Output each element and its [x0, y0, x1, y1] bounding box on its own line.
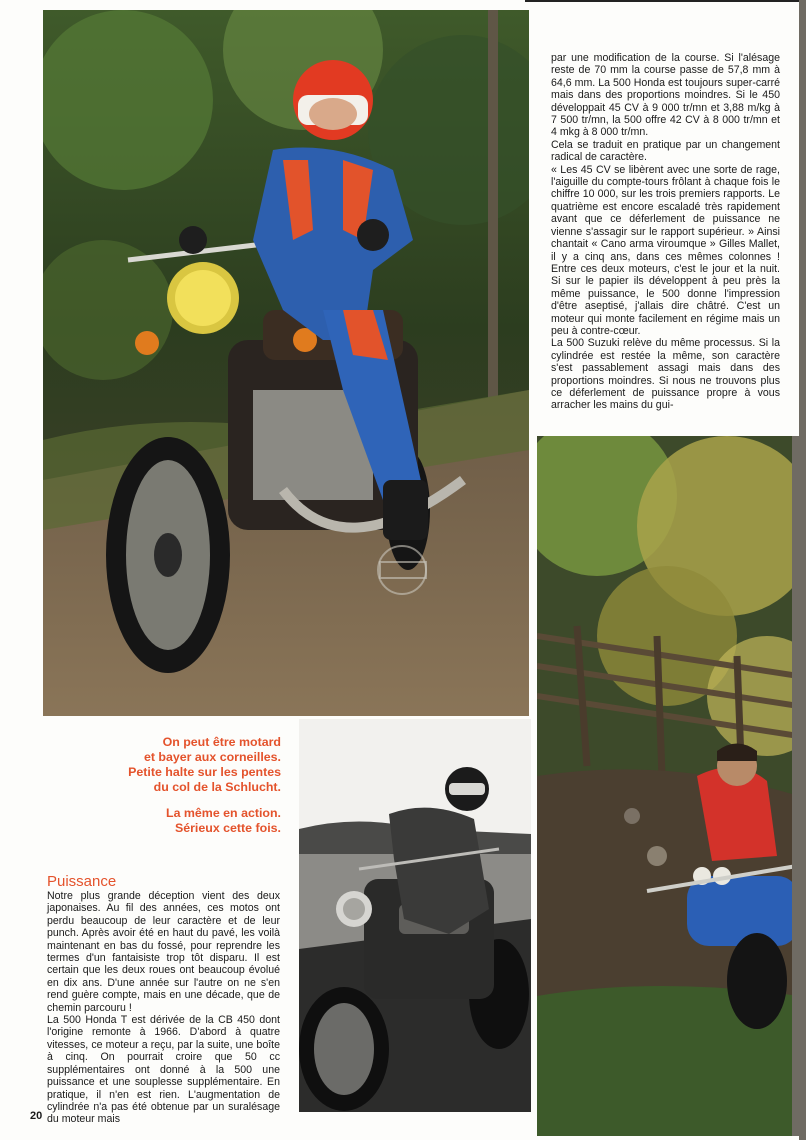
caption-line-3: Petite halte sur les pentes [128, 765, 281, 779]
right-photo [537, 436, 799, 1136]
watermark [372, 540, 434, 600]
top-rule [525, 0, 806, 2]
caption-line-4: du col de la Schlucht. [153, 780, 281, 794]
watermark-stamp [372, 540, 434, 600]
right-paragraph-3: « Les 45 CV se libèrent avec une sorte de rage, l'aiguille du compte-tours frôlant à chaque fois le chiffre 10 000, sur les trois premiers rapports. Le quatrième est encore escaladé très rapidement avant que ce déferlement de puissance ne vienne s'assagir sur le rapport supérieur. » Ainsi chantait « Cano arma viroumque » Gilles Mallet, il y a cinq ans, dans ces mêmes colonnes ! Entre ces deux moteurs, c'est le jour et la nuit. Si sur le papier ils développent à peu près la même puissance, le 500 donne l'impression d'être aseptisé, j'allais dire châtré. C'est un moteur qui monte facilement en régime mais un peu à contre-cœur. [551, 163, 780, 337]
motorcycle-rider-forest-photo [43, 10, 529, 716]
page-number: 20 [30, 1110, 43, 1122]
motorcycle-riding-bw-photo [299, 719, 531, 1112]
caption-line-2: et bayer aux corneilles. [143, 750, 281, 764]
main-photo-caption [60, 735, 281, 795]
page-edge-shadow [799, 0, 806, 1140]
right-paragraph-1: par une modification de la course. Si l'alésage reste de 70 mm la course passe de 57,8 mm à 64,6 mm. La 500 Honda est toujours super-carré mais dans des proportions moindres. Si le 450 développait 45 CV à 9 000 tr/mn et 3,88 m/kg à 7 500 tr/mn, la 500 offre 42 CV à 8 000 tr/mn et 4 mkg à 8 000 tr/mn. [551, 52, 780, 139]
right-paragraph-4: La 500 Suzuki relève du même processus. Si la cylindrée est restée la même, son caractère s'est passablement assagi mais dans des proportions moindres. Si nous ne trouvons plus ce déferlement de puissance propre à vous arracher les mains du gui- [551, 337, 780, 412]
left-paragraph-1: Notre plus grande déception vient des deux japonaises. Au fil des années, ces motos ont perdu beaucoup de leur caractère et de leur punch. Après avoir été en haut du pavé, les voilà maintenant en bas du fossé, pour reprendre les termes d'un fantaisiste trop tôt disparu. Il est certain que les deux roues ont beaucoup évolué en dix ans. D'une année sur l'autre on ne s'en rend guère compte, mais en une décade, que de chemin parcouru ! [47, 890, 280, 1014]
bw-photo [299, 719, 531, 1112]
rider-resting-by-fence-photo [537, 436, 799, 1136]
section-heading: Puissance [47, 873, 117, 890]
right-text-column [551, 52, 780, 412]
caption-line-1: On peut être motard [162, 735, 281, 749]
main-photo [43, 10, 529, 716]
action-caption-line-1: La même en action. [166, 806, 281, 820]
left-paragraph-2: La 500 Honda T est dérivée de la CB 450 dont l'origine remonte à 1966. D'abord à quatre vitesses, ce moteur a reçu, par la suite, une boîte à cinq. On pourrait croire que 50 cc supplémentaires ont donné à la 500 une puissance et une souplesse supplémentaire. En pratique, il n'en est rien. L'augmentation de cylindrée n'a pas été obtenue par un suralésage du moteur mais [47, 1014, 280, 1126]
action-photo-caption [60, 806, 281, 836]
right-paragraph-2: Cela se traduit en pratique par un changement radical de caractère. [551, 138, 780, 164]
action-caption-line-2: Sérieux cette fois. [174, 821, 281, 835]
left-text-column [47, 890, 280, 1126]
